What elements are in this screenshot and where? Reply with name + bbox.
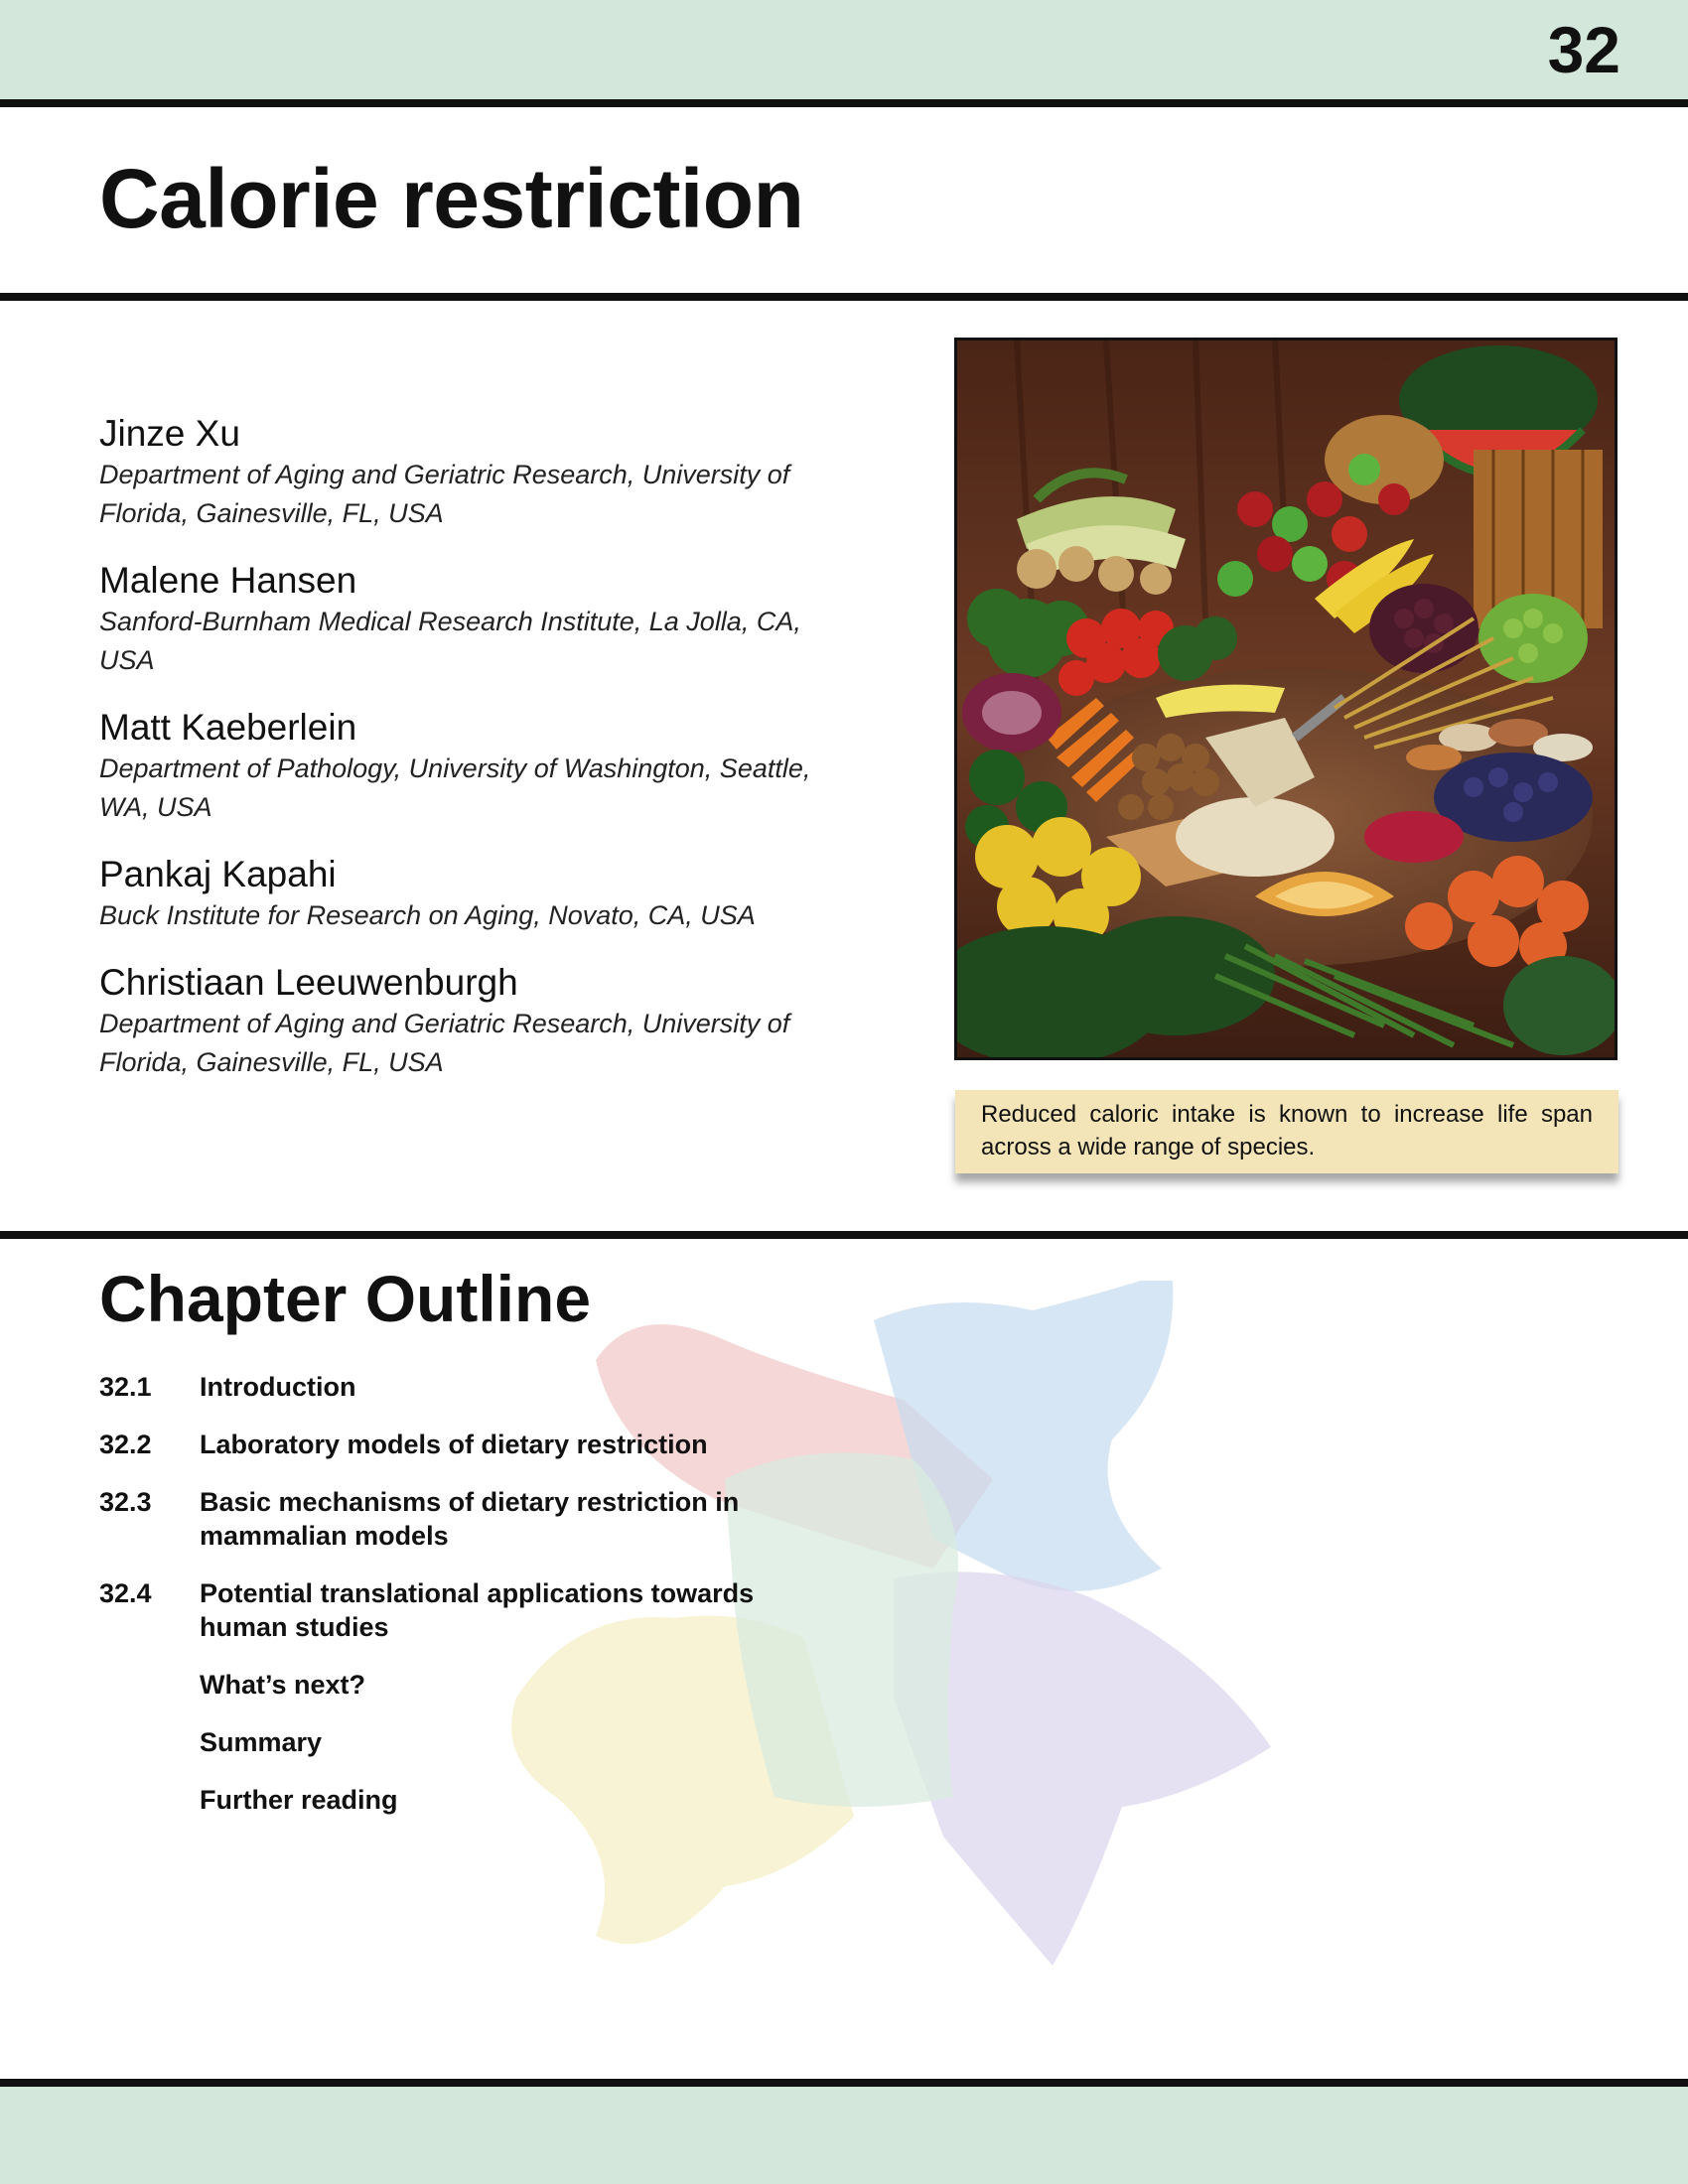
header-rule <box>0 99 1688 107</box>
author-affiliation: Department of Aging and Geriatric Research, University of Florida, Gainesville, FL, USA <box>99 1009 790 1077</box>
outline-item[interactable] <box>99 1370 854 1404</box>
outline-item-text: Laboratory models of dietary restriction <box>200 1430 708 1459</box>
fruit-vegetable-photo <box>954 338 1618 1060</box>
chapter-outline-title: Chapter Outline <box>99 1262 592 1335</box>
fruit-vegetable-photo-graphic <box>957 341 1615 1057</box>
chapter-outline-list <box>99 1370 854 1841</box>
outline-item[interactable] <box>99 1576 854 1644</box>
outline-item-text: Introduction <box>200 1372 356 1402</box>
outline-rule <box>0 1231 1688 1239</box>
figure-caption: Reduced caloric intake is known to increase life span across a wide range of species. <box>955 1090 1618 1173</box>
author-name: Christiaan Leeuwenburgh <box>99 962 518 1003</box>
outline-item-number: 32.3 <box>99 1487 152 1517</box>
footer-rule <box>0 2079 1688 2087</box>
outline-item[interactable] <box>99 1725 854 1759</box>
outline-item-text: Basic mechanisms of dietary restriction in mammalian models <box>200 1487 740 1551</box>
author-name: Pankaj Kapahi <box>99 854 337 894</box>
chapter-title: Calorie restriction <box>99 152 804 245</box>
chapter-number: 32 <box>1547 13 1620 86</box>
outline-item[interactable] <box>99 1485 854 1553</box>
outline-item[interactable] <box>99 1783 854 1817</box>
outline-item-text: What’s next? <box>200 1670 366 1700</box>
title-rule <box>0 293 1688 301</box>
author-entry <box>99 559 854 680</box>
author-name: Jinze Xu <box>99 413 240 454</box>
header-band <box>0 0 1688 99</box>
outline-item-number: 32.4 <box>99 1578 152 1608</box>
outline-item-number: 32.1 <box>99 1372 152 1402</box>
author-affiliation: Department of Aging and Geriatric Research, University of Florida, Gainesville, FL, USA <box>99 460 790 528</box>
outline-item-text: Summary <box>200 1727 323 1757</box>
author-affiliation: Department of Pathology, University of Washington, Seattle, WA, USA <box>99 753 811 822</box>
author-entry <box>99 706 854 827</box>
author-entry <box>99 853 854 935</box>
outline-item[interactable] <box>99 1428 854 1461</box>
author-name: Matt Kaeberlein <box>99 707 357 748</box>
author-affiliation: Buck Institute for Research on Aging, Novato, CA, USA <box>99 900 756 930</box>
author-entry <box>99 961 854 1082</box>
author-entry <box>99 412 854 533</box>
author-list <box>99 412 854 1108</box>
outline-item[interactable] <box>99 1668 854 1702</box>
outline-item-text: Further reading <box>200 1785 398 1815</box>
outline-item-number: 32.2 <box>99 1430 152 1459</box>
footer-band <box>0 2087 1688 2184</box>
outline-item-text: Potential translational applications towards human studies <box>200 1578 755 1642</box>
author-affiliation: Sanford-Burnham Medical Research Institute, La Jolla, CA, USA <box>99 607 801 675</box>
author-name: Malene Hansen <box>99 560 357 601</box>
